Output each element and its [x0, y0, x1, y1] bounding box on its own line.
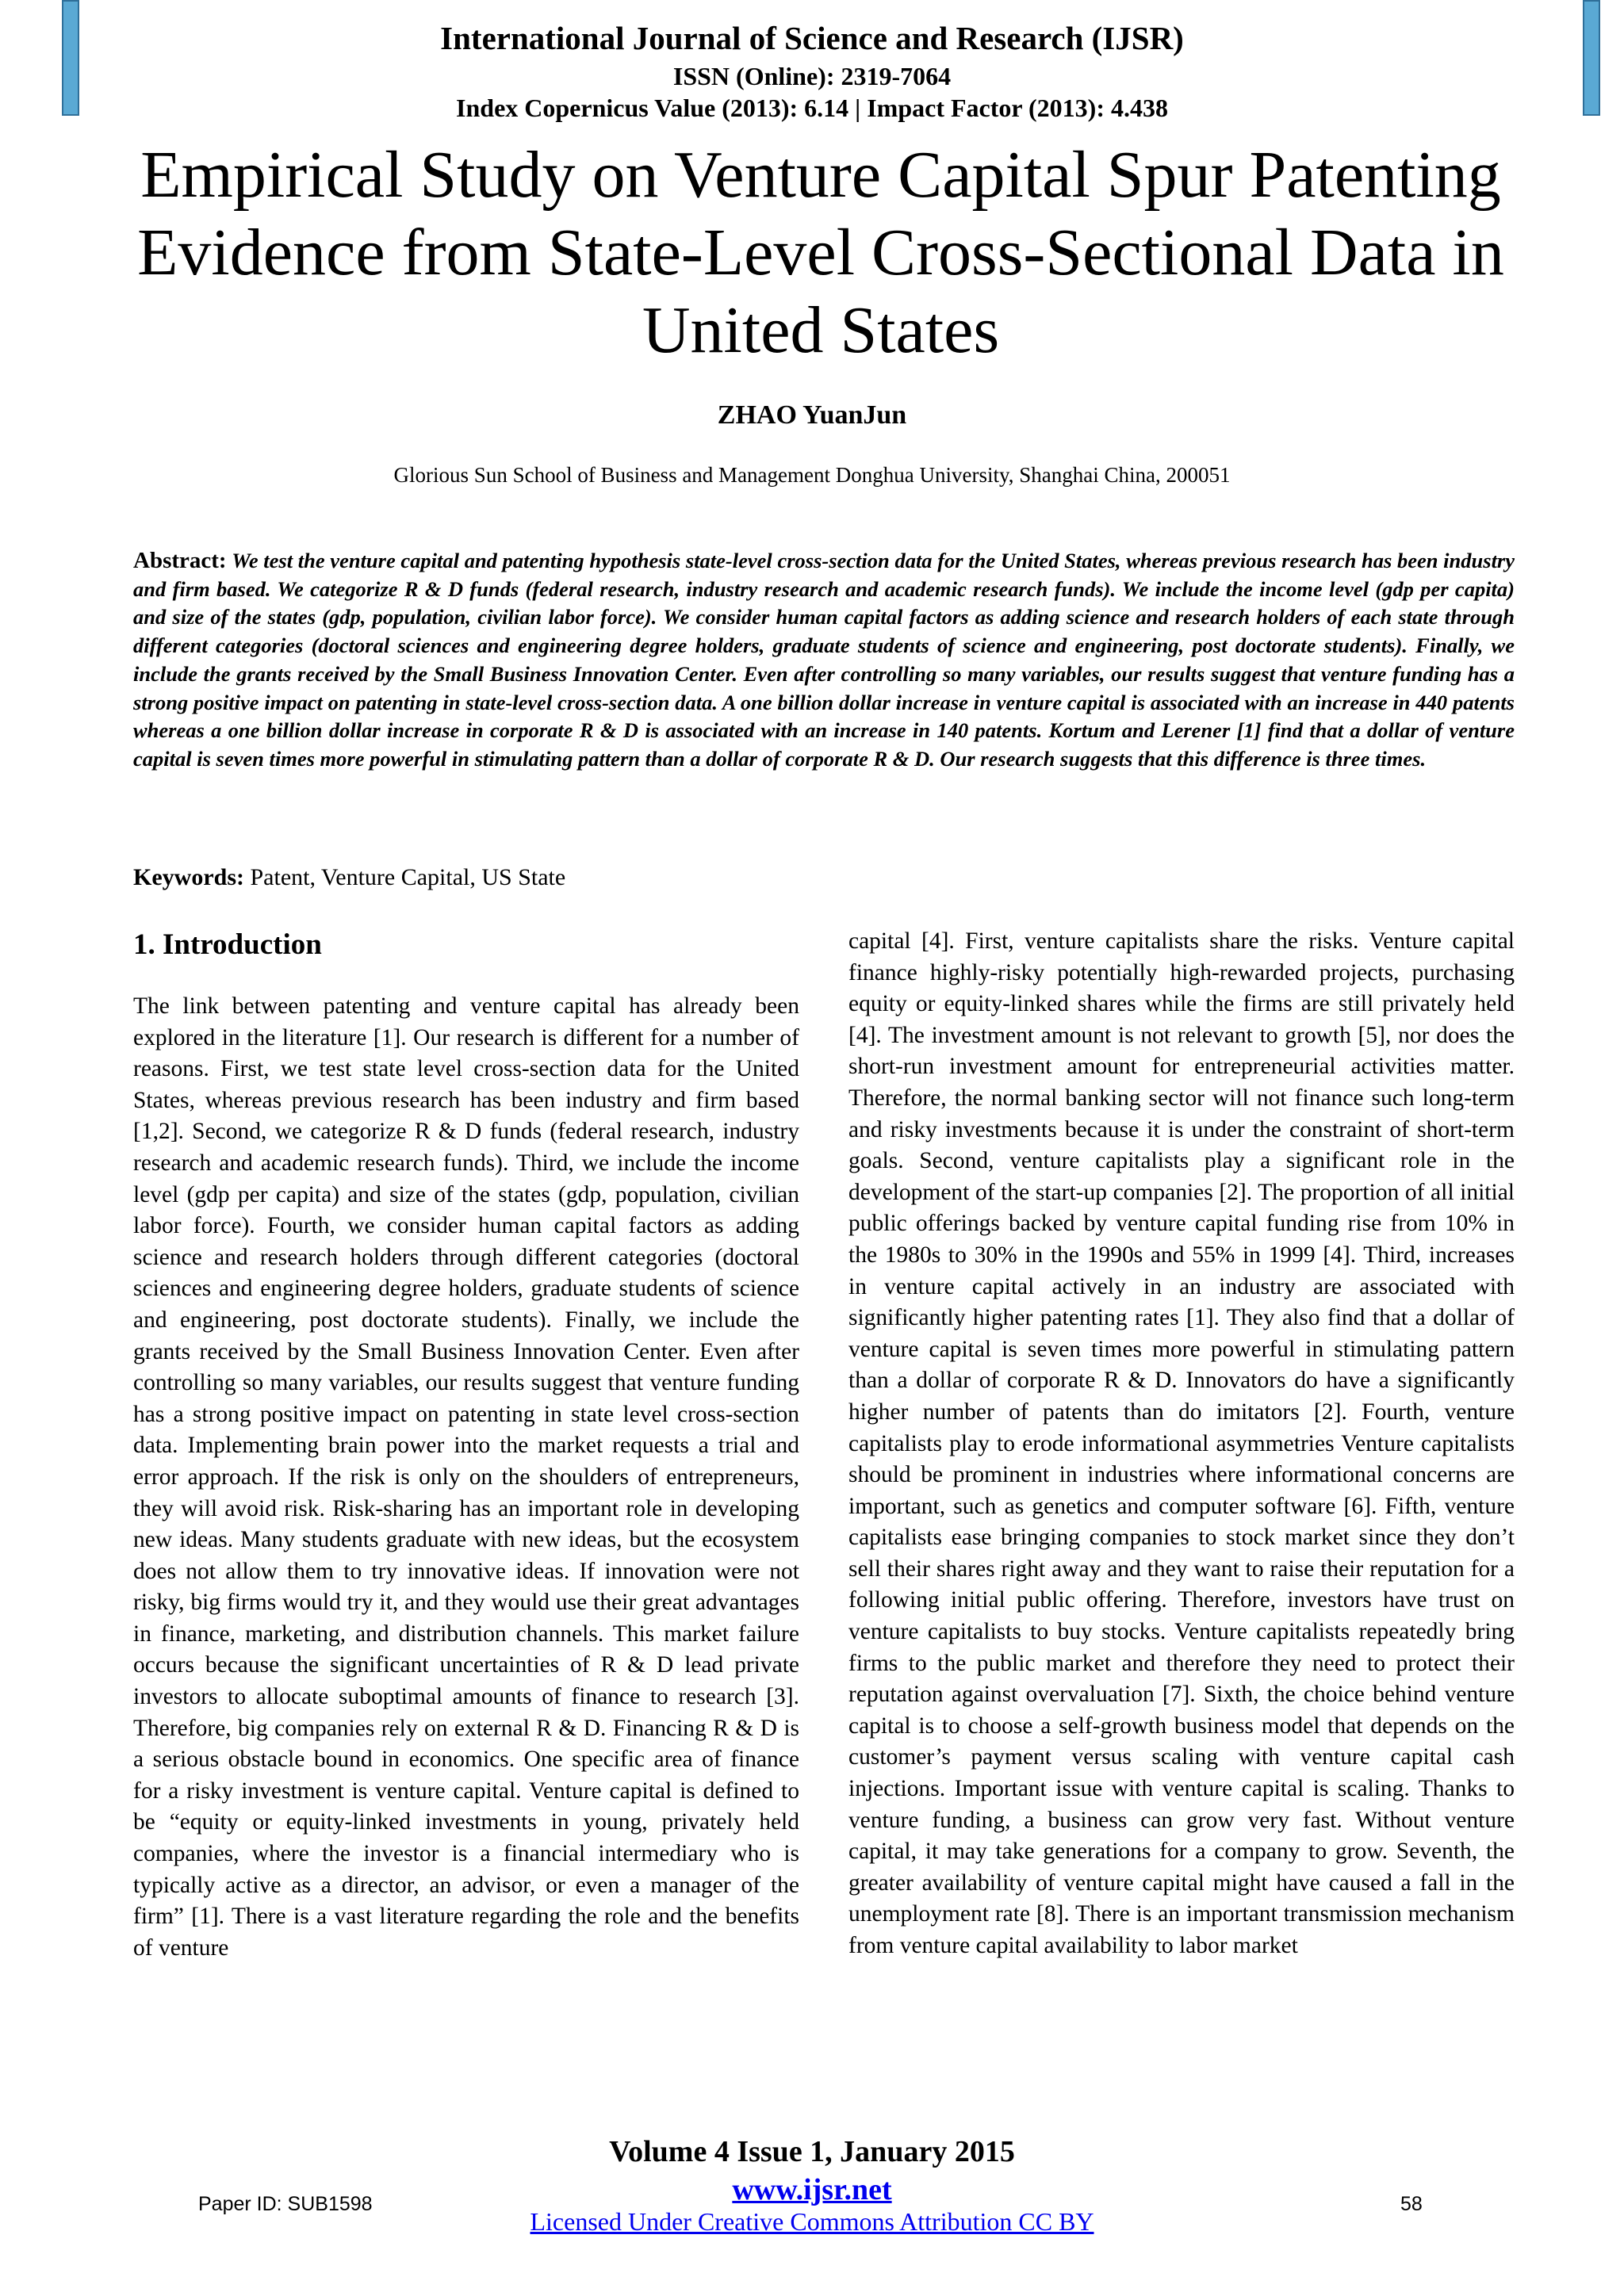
- paper-title: Empirical Study on Venture Capital Spur Patenting Evidence from State-Level Cross-Sectional Data in United States: [137, 138, 1504, 367]
- journal-name: International Journal of Science and Research (IJSR): [440, 20, 1184, 56]
- journal-issn: ISSN (Online): 2319-7064: [672, 62, 952, 90]
- section-heading-introduction: 1. Introduction: [133, 928, 322, 961]
- abstract-label: Abstract:: [133, 548, 227, 573]
- footer-journal-link[interactable]: www.ijsr.net: [732, 2173, 892, 2206]
- footer-license-link[interactable]: Licensed Under Creative Commons Attribution CC BY: [530, 2207, 1094, 2236]
- keywords: [133, 864, 565, 891]
- paper-affiliation: Glorious Sun School of Business and Management Donghua University, Shanghai China, 200051: [393, 463, 1231, 487]
- journal-index: Index Copernicus Value (2013): 6.14 | Impact Factor (2013): 4.438: [456, 94, 1168, 122]
- journal-header: [0, 16, 1624, 124]
- footer-volume: Volume 4 Issue 1, January 2015: [609, 2135, 1015, 2168]
- footer-page-number: 58: [1400, 2193, 1423, 2215]
- abstract: [133, 547, 1515, 774]
- intro-paragraph-left: The link between patenting and venture capital has already been explored in the literature [1]. Our research is different for a number of reasons. First, we test state level cross-section data for the United States, whereas previous research has been industry and firm based [1,2]. Second, we categorize R & D funds (federal research, industry research and academic research funds). Third, we include the income level (gdp per capita) and size of the states (gdp, population, civilian labor force). Fourth, we consider human capital factors as adding science and research holders through different categories (doctoral sciences and engineering degree holders, graduate students of science and engineering, post doctorate students). Finally, we include the grants received by the Small Business Innovation Center. Even after controlling so many variables, our results suggest that venture funding has a strong positive impact on patenting in state level cross-section data. Implementing brain power into the market requests a trial and error approach. If the risk is only on the shoulders of entrepreneurs, they will avoid risk. Risk-sharing has an important role in developing new ideas. Many students graduate with new ideas, but the ecosystem does not allow them to try innovative ideas. If innovation were not risky, big firms would try it, and they would use their great advantages in finance, marketing, and distribution channels. This market failure occurs because the significant uncertainties of R & D lead private investors to allocate suboptimal amounts of finance to research [3]. Therefore, big companies rely on external R & D. Financing R & D is a serious obstacle bound in economics. One specific area of finance for a risky investment is venture capital. Venture capital is defined to be “equity or equity-linked investments in young, privately held companies, where the investor is a financial intermediary who is typically active as a director, an advisor, or even a manager of the firm” [1]. There is a vast literature regarding the role and the benefits of venture: [133, 993, 799, 1961]
- intro-paragraph-right: capital [4]. First, venture capitalists share the risks. Venture capital finance highly-risky potentially high-rewarded projects, purchasing equity or equity-linked shares while the firms are still privately held [4]. The investment amount is not relevant to growth [5], nor does the short-run investment amount for entrepreneurial activities matter. Therefore, the normal banking sector will not finance such long-term and risky investments because it is under the constraint of short-term goals. Second, venture capitalists play a significant role in the development of the start-up companies [2]. The proportion of all initial public offerings backed by venture capital funding rise from 10% in the 1980s to 30% in the 1990s and 55% in 1999 [4]. Third, increases in venture capital actively in an industry are associated with significantly higher patenting rates [1]. They also find that a dollar of venture capital is seven times more powerful in stimulating pattern than a dollar of corporate R & D. Innovators do have a significantly higher number of patents than do imitators [2]. Fourth, venture capitalists play to erode informational asymmetries Venture capitalists should be prominent in industries where informational concerns are important, such as genetics and computer software [6]. Fifth, venture capitalists ease bringing companies to stock market since they don’t sell their shares right away and they want to raise their reputation for a following initial public offering. Therefore, investors have trust on venture capitalists to buy stocks. Venture capitalists repeatedly bring firms to the public market and therefore they need to protect their reputation against overvaluation [7]. Sixth, the choice behind venture capital is to choose a self-growth business model that depends on the customer’s payment versus scaling with venture capital cash injections. Important issue with venture capital is scaling. Thanks to venture funding, a business can grow very fast. Without venture capital, it may take generations for a company to grow. Seventh, the greater availability of venture capital might have caused a fall in the unemployment rate [8]. There is an important transmission mechanism from venture capital availability to labor market: [848, 928, 1515, 1958]
- keywords-label: Keywords:: [133, 864, 244, 890]
- abstract-text: We test the venture capital and patenting hypothesis state-level cross-section data for the United States, whereas previous research has been industry and firm based. We categorize R & D funds (federal research, industry research and academic research funds). We include the income level (gdp per capita) and size of the states (gdp, population, civilian labor force). We consider human capital factors as adding science and research holders of each state through different categories (doctoral sciences and engineering degree holders, graduate students of science and engineering, post doctorate students). Finally, we include the grants received by the Small Business Innovation Center. Even after controlling so many variables, our results suggest that venture funding has a strong positive impact on patenting in state-level cross-section data. A one billion dollar increase in venture capital is associated with an increase in 440 patents whereas a one billion dollar increase in corporate R & D is associated with an increase in 140 patents. Kortum and Lerener [1] find that a dollar of venture capital is seven times more powerful in stimulating pattern than a dollar of corporate R & D. Our research suggests that this difference is three times.: [133, 549, 1515, 771]
- footer-paper-id: Paper ID: SUB1598: [198, 2193, 373, 2215]
- paper-author: ZHAO YuanJun: [717, 400, 907, 430]
- keywords-text: Patent, Venture Capital, US State: [250, 864, 566, 890]
- body-column-right: [848, 926, 1515, 1962]
- body-column-left: [133, 928, 799, 1964]
